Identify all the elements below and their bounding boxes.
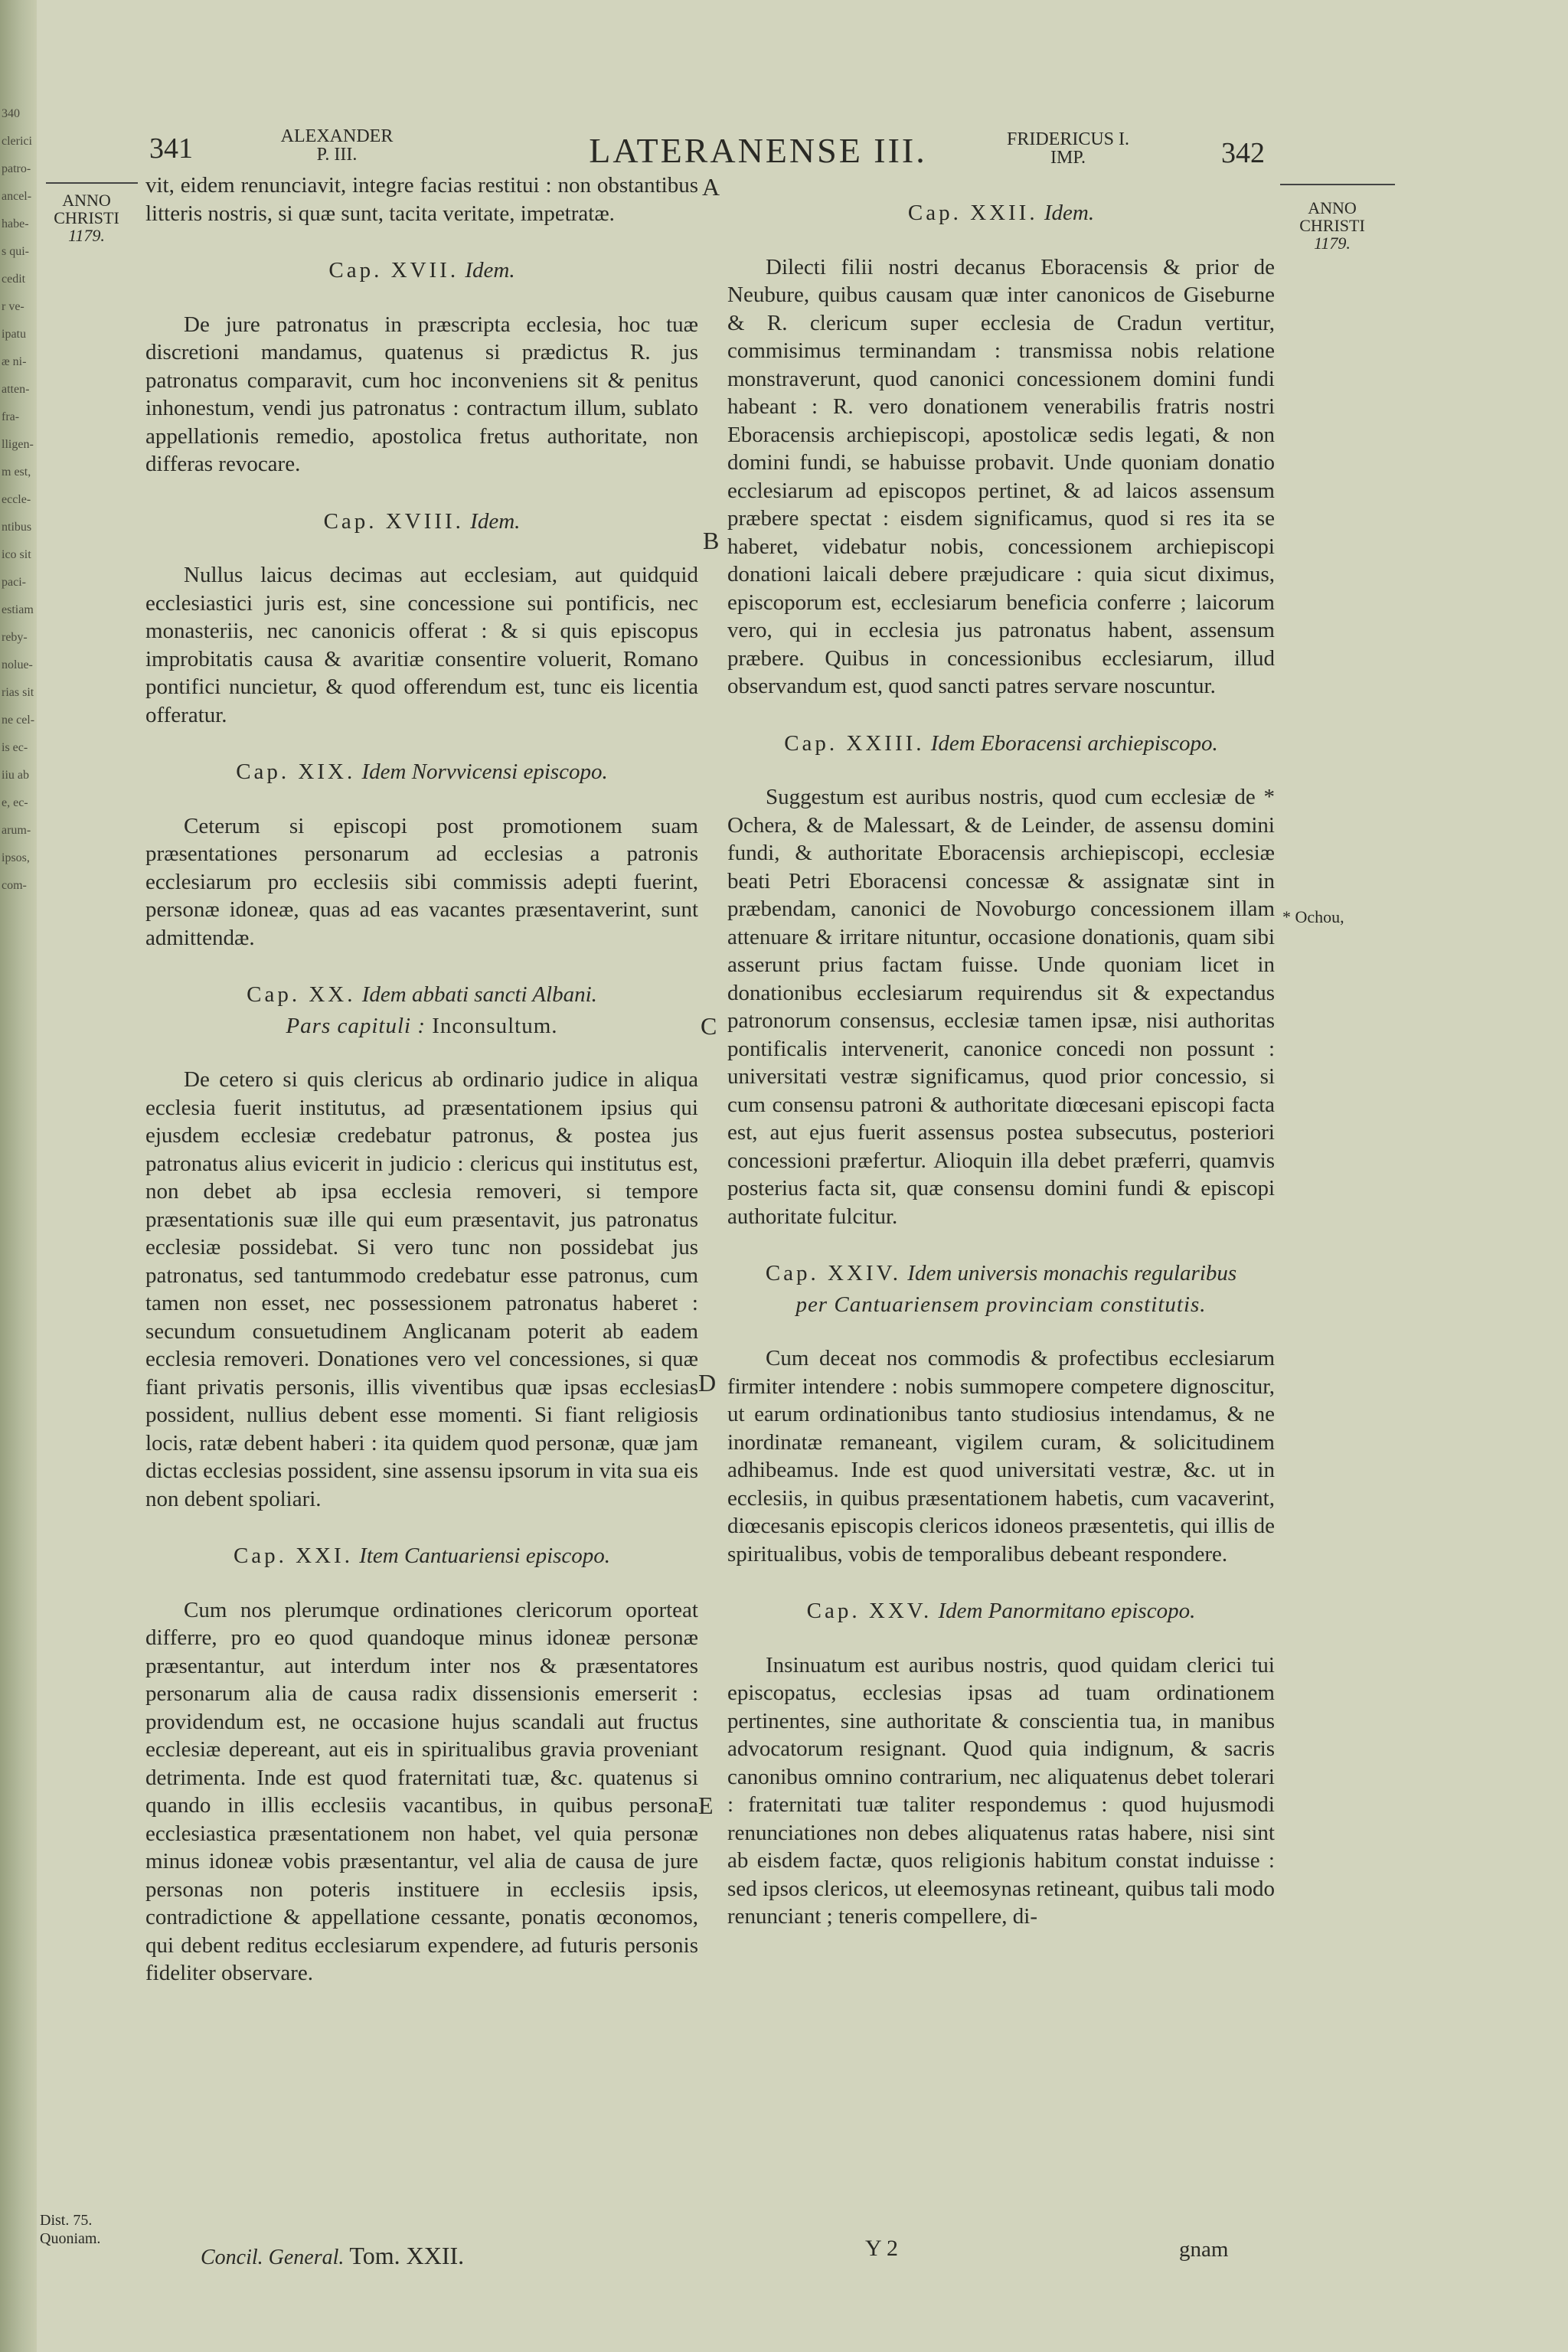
right-column: [727, 172, 1275, 1931]
paragraph-cap-17: De jure patronatus in præscripta ecclesia, hoc tuæ discretioni mandamus, quatenus si prædictus R. jus patronatus comparavit, cum hoc inconveniens sit & penitus inhonestum, vendi jus patronatus : contractum illum, sublato appellationis remedio, apostolica fretus authoritate, non differas revocare.: [145, 312, 698, 476]
cap-number: Cap. XXII.: [907, 201, 1038, 225]
spine-fragment: s qui-: [2, 245, 29, 258]
page-number-right: 342: [1221, 137, 1265, 169]
running-head-left-line2: P. III.: [316, 145, 358, 165]
cap-subtitle: per Cantuariensem provinciam constitutis.: [795, 1292, 1207, 1317]
heading-cap-20: [145, 981, 698, 1040]
spine-fragment: paci-: [2, 576, 26, 589]
spine-fragment: ancel-: [2, 190, 32, 203]
running-head-right-line1: FRIDERICUS I.: [1006, 129, 1130, 149]
spine-fragment: e, ec-: [2, 796, 28, 809]
cap-title: Idem.: [470, 508, 521, 534]
running-title: LATERANENSE III.: [589, 131, 927, 170]
spine-fragment: estiam: [2, 603, 34, 616]
margin-footnote-line2: Quoniam.: [40, 2230, 101, 2247]
margin-footnote: [40, 2211, 100, 2248]
spine-fragment: eccle-: [2, 493, 31, 506]
heading-cap-25: [727, 1597, 1275, 1625]
running-head-left: [260, 127, 413, 164]
heading-cap-18: [145, 508, 698, 536]
spine-fragment: r ve-: [2, 300, 24, 313]
section-marker-d: D: [698, 1369, 717, 1396]
signature-mark: Y 2: [865, 2236, 899, 2261]
cap-title: Idem.: [465, 258, 515, 283]
paragraph-cap-18: Nullus laicus decimas aut ecclesiam, aut quidquid ecclesiastici juris est, sine concessione sui pontificis, nec monasteriis, nec canonicis offerat : & si quis episcopus improbitatis causa & avaritiæ consentire voluerit, Romano pontifici nuncietur, & quod offerendum est, tunc eis licentia offeratur.: [145, 563, 698, 727]
spine-fragment: arum-: [2, 824, 31, 837]
heading-cap-24: [727, 1259, 1275, 1318]
paragraph-cap-23: Suggestum est auribus nostris, quod cum ecclesiæ de * Ochera, & de Malessart, & de Leinder, de assensu domini fundi, & authoritate Eboracensis archiepiscopi, ecclesiæ beati Petri Eboracensi concessæ & assignatæ sint in præbendam, canonici de Novoburgo concessionem illam attenuare & irritare nituntur, occasione donationis, quam sibi asserunt prius factam fuisse. Unde quoniam licet in donationibus ecclesiarum requirendus sit & expectandus patronorum consensus, ecclesiæ tamen ipsæ, nisi authoritas pontificalis intervenerit, canonice concedi non possunt : universitati vestræ significamus, quod prior concessio, si cum consensu patroni & authoritate diœcesani episcopi facta est, aut ejus fuerit assensus postea subsecutus, posteriori concessioni præfertur. Alioquin illa debet præferri, quamvis posterius facta sit, quæ consensu domini fundi & episcopi authoritate fulcitur.: [727, 785, 1275, 1229]
spine-fragment: reby-: [2, 631, 28, 644]
cap-subtitle-italic: Pars capituli :: [286, 1013, 426, 1038]
paragraph-cap-21: Cum nos plerumque ordinationes clericorum oporteat differre, pro eo quod quandoque minus idoneæ personæ præsentantur, aut interdum inter nos & præsentatores personarum alia de causa radix dissensionis emerserit : providendum est, ne occasione hujus scandali aut fructus ecclesiæ depereant, aut eis in spiritualibus gravia proveniant detrimenta. Inde est quod fraternitati tuæ, &c. quatenus si quando in illis ecclesiis vacantibus, in quibus persona ecclesiastica præsentationem non habet, vel quia personæ minus idoneæ vobis præsentantur, vel alia de causa de jure personas non poteris instituere in ecclesiis ipsis, contradictione & appellatione cessante, ponatis œconomos, qui debent reditus ecclesiarum expendere, ad futuris personis fideliter observare.: [145, 1597, 698, 1985]
cap-title: Idem Panormitano episcopo.: [938, 1599, 1196, 1623]
christi-label: CHRISTI: [54, 208, 119, 227]
paragraph-intro: vit, eidem renunciavit, integre facias restitui : non obstantibus litteris nostris, si quæ sunt, tacita veritate, impetratæ.: [145, 173, 698, 226]
left-column: [145, 172, 698, 1988]
sidenote-ochou: * Ochou,: [1282, 907, 1344, 926]
cap-number: Cap. XVIII.: [323, 508, 464, 534]
spine-fragment: ico sit: [2, 548, 31, 561]
cap-title: Idem abbati sancti Albani.: [361, 982, 597, 1007]
spine-fragment: iiu ab: [2, 769, 29, 782]
cap-subtitle-roman: Inconsultum.: [432, 1013, 558, 1038]
heading-cap-19: [145, 758, 698, 786]
year-label: 1179.: [68, 226, 105, 245]
anno-label: ANNO: [1308, 198, 1357, 217]
spine-fragment: ipsos,: [2, 851, 30, 864]
spine-fragment: rias sit: [2, 686, 34, 699]
section-marker-e: E: [698, 1792, 714, 1819]
margin-footnote-line1: Dist. 75.: [40, 2212, 93, 2229]
paragraph-cap-25: Insinuatum est auribus nostris, quod quidam clerici tui episcopatus, ecclesias ipsas ad tuam ordinationem pertinentes, sine authoritate & conscientia tua, in manibus advocatorum resignant. Quod quia indignum, & sacris canonibus omnino contrarium, nec aliquatenus debet tolerari : fraternitati tuæ taliter respondemus : quod hujusmodi renunciationes non debes aliquatenus ratas habere, nisi sint ab eisdem factæ, quos religionis habitum constat induisse : sed ipsos clericos, ut eleemosynas retineant, quibus tali modo renunciant ; teneris compellere, di-: [727, 1652, 1275, 1929]
section-marker-a: A: [702, 173, 720, 201]
spine-fragment: ipatu: [2, 328, 26, 341]
running-head-left-line1: ALEXANDER: [280, 126, 394, 146]
spine-fragment: m est,: [2, 466, 31, 479]
section-marker-c: C: [701, 1012, 717, 1040]
facing-page-edge: [0, 0, 37, 2352]
cap-title: Item Cantuariensi episcopo.: [359, 1544, 611, 1568]
paragraph-cap-24: Cum deceat nos commodis & profectibus ecclesiarum firmiter intendere : nobis summopere competere dignoscitur, ut earum ordinationibus tanto studiosius intendamus, & ne inordinatæ remaneant, vigilem curam, & solicitudinem adhibeamus. Inde est quod universitati vestræ, &c. ut in ecclesiis, in quibus præsentationem habetis, cum vacaverint, diœcesanis episcopis clericos idoneos præsentetis, qui illis de spiritualibus, vobis de temporalibus debeant respondere.: [727, 1346, 1275, 1566]
cap-number: Cap. XXI.: [233, 1544, 353, 1568]
cap-title: Idem universis monachis regularibus: [907, 1261, 1237, 1285]
catchword: gnam: [1179, 2237, 1229, 2262]
footer-concil: Concil. General.: [201, 2246, 345, 2269]
spine-fragment: patro-: [2, 162, 31, 175]
cap-title: Idem Norvvicensi episcopo.: [361, 760, 608, 784]
spine-fragment: nolue-: [2, 658, 33, 671]
spine-fragment: 340: [2, 107, 20, 120]
cap-title: Idem Eboracensi archiepiscopo.: [930, 730, 1218, 756]
cap-number: Cap. XVII.: [328, 258, 459, 283]
spine-fragment: atten-: [2, 383, 30, 396]
cap-number: Cap. XXIII.: [784, 730, 925, 756]
christi-label: CHRISTI: [1299, 216, 1365, 235]
paragraph-cap-19: Ceterum si episcopi post promotionem suam præsentationes personarum ad ecclesias a patronis ecclesiarum pro ecclesiis sibi commissis adepti fuerint, personæ idoneæ, quas ad eas vacantes præsentaverint, sunt admittendæ.: [145, 813, 698, 950]
running-head-right-line2: IMP.: [1050, 148, 1086, 168]
footer-tom: Tom. XXII.: [349, 2242, 465, 2269]
spine-fragment: ntibus: [2, 521, 32, 534]
spine-fragment: fra-: [2, 410, 20, 423]
paragraph-cap-20: De cetero si quis clericus ab ordinario judice in aliqua ecclesia fuerit institutus, ad præsentationem ipsius qui ejusdem ecclesiæ credebatur patronus, & postea jus patronatus alius evicerit in judicio : clericus qui institutus est, non debet ab ipsa ecclesia removeri, si tempore præsentationis suæ ille qui eum præsentavit, jus patronatus ecclesiæ possidebat. Si vero tunc non possidebat jus patronatus, sed tantummodo credebatur esse patronus, cum tamen non esset, nec possessionem patronatus haberet : secundum consuetudinem Anglicanam poterit ab eadem ecclesia removeri. Donationes vero vel concessiones, si quæ fiant privatis personis, illis viventibus quæ ipsas ecclesias possident, nullius debent esse momenti. Si fiant religiosis locis, ratæ debent haberi : ita quidem quod personæ, quæ jam dictas ecclesias possident, sine assensu ipsorum in vita sua eis non debent spoliari.: [145, 1067, 698, 1511]
anno-label: ANNO: [62, 191, 111, 210]
spine-fragment: is ec-: [2, 741, 28, 754]
paragraph-cap-22: Dilecti filii nostri decanus Eboracensis & prior de Neubure, quibus causam quæ inter canonicos de Giseburne & R. clericum super ecclesia de Cradun vertitur, commisimus terminandam : transmissa nobis relatione monstraverunt, quod canonici concessionem domini fundi habeant : R. vero donationem venerabilis fratris nostri Eboracensis archiepiscopi, apostolicæ sedis legati, & non domini fundi, se habuisse probavit. Unde quoniam donatio ecclesiarum ad episcopos pertinet, & ad laicos assensum præbere spectat : eisdem significamus, quod si res ita se haberet, videbatur nobis, concessionem archiepiscopi donationi laicali debere præjudicare : quia sicut diximus, episcoporum est, ecclesiarum beneficia conferre ; laicorum vero, qui in ecclesia jus patronatus habent, assensum præbere. Quibus in concessionibus ecclesiarum, illud observandum est, quod sancti patres servare noscuntur.: [727, 254, 1275, 698]
spine-fragment: com-: [2, 879, 27, 892]
cap-number: Cap. XIX.: [236, 760, 356, 784]
spine-fragment: clerici: [2, 135, 32, 148]
running-head-right: [984, 130, 1152, 167]
spine-fragment: æ ni-: [2, 355, 27, 368]
spine-fragment: cedit: [2, 273, 26, 286]
anno-rule-right: [1280, 184, 1395, 185]
page-number-left: 341: [149, 132, 193, 165]
spine-fragment: habe-: [2, 217, 29, 230]
heading-cap-23: [727, 730, 1275, 758]
section-marker-b: B: [703, 527, 720, 554]
cap-subtitle: [145, 1012, 698, 1040]
anno-christi-right: [1286, 199, 1378, 252]
heading-cap-17: [145, 256, 698, 285]
anno-christi-left: [44, 191, 129, 244]
spine-fragment: lligen-: [2, 438, 34, 451]
year-label: 1179.: [1314, 234, 1351, 253]
cap-title: Idem.: [1044, 201, 1095, 225]
heading-cap-21: [145, 1542, 698, 1570]
cap-number: Cap. XXV.: [806, 1599, 933, 1623]
footer-volume: [201, 2242, 464, 2270]
heading-cap-22: [727, 199, 1275, 227]
cap-number: Cap. XXIV.: [765, 1261, 902, 1285]
spine-fragment: ne cel-: [2, 714, 35, 727]
cap-number: Cap. XX.: [247, 982, 356, 1007]
anno-rule-left: [46, 182, 138, 184]
